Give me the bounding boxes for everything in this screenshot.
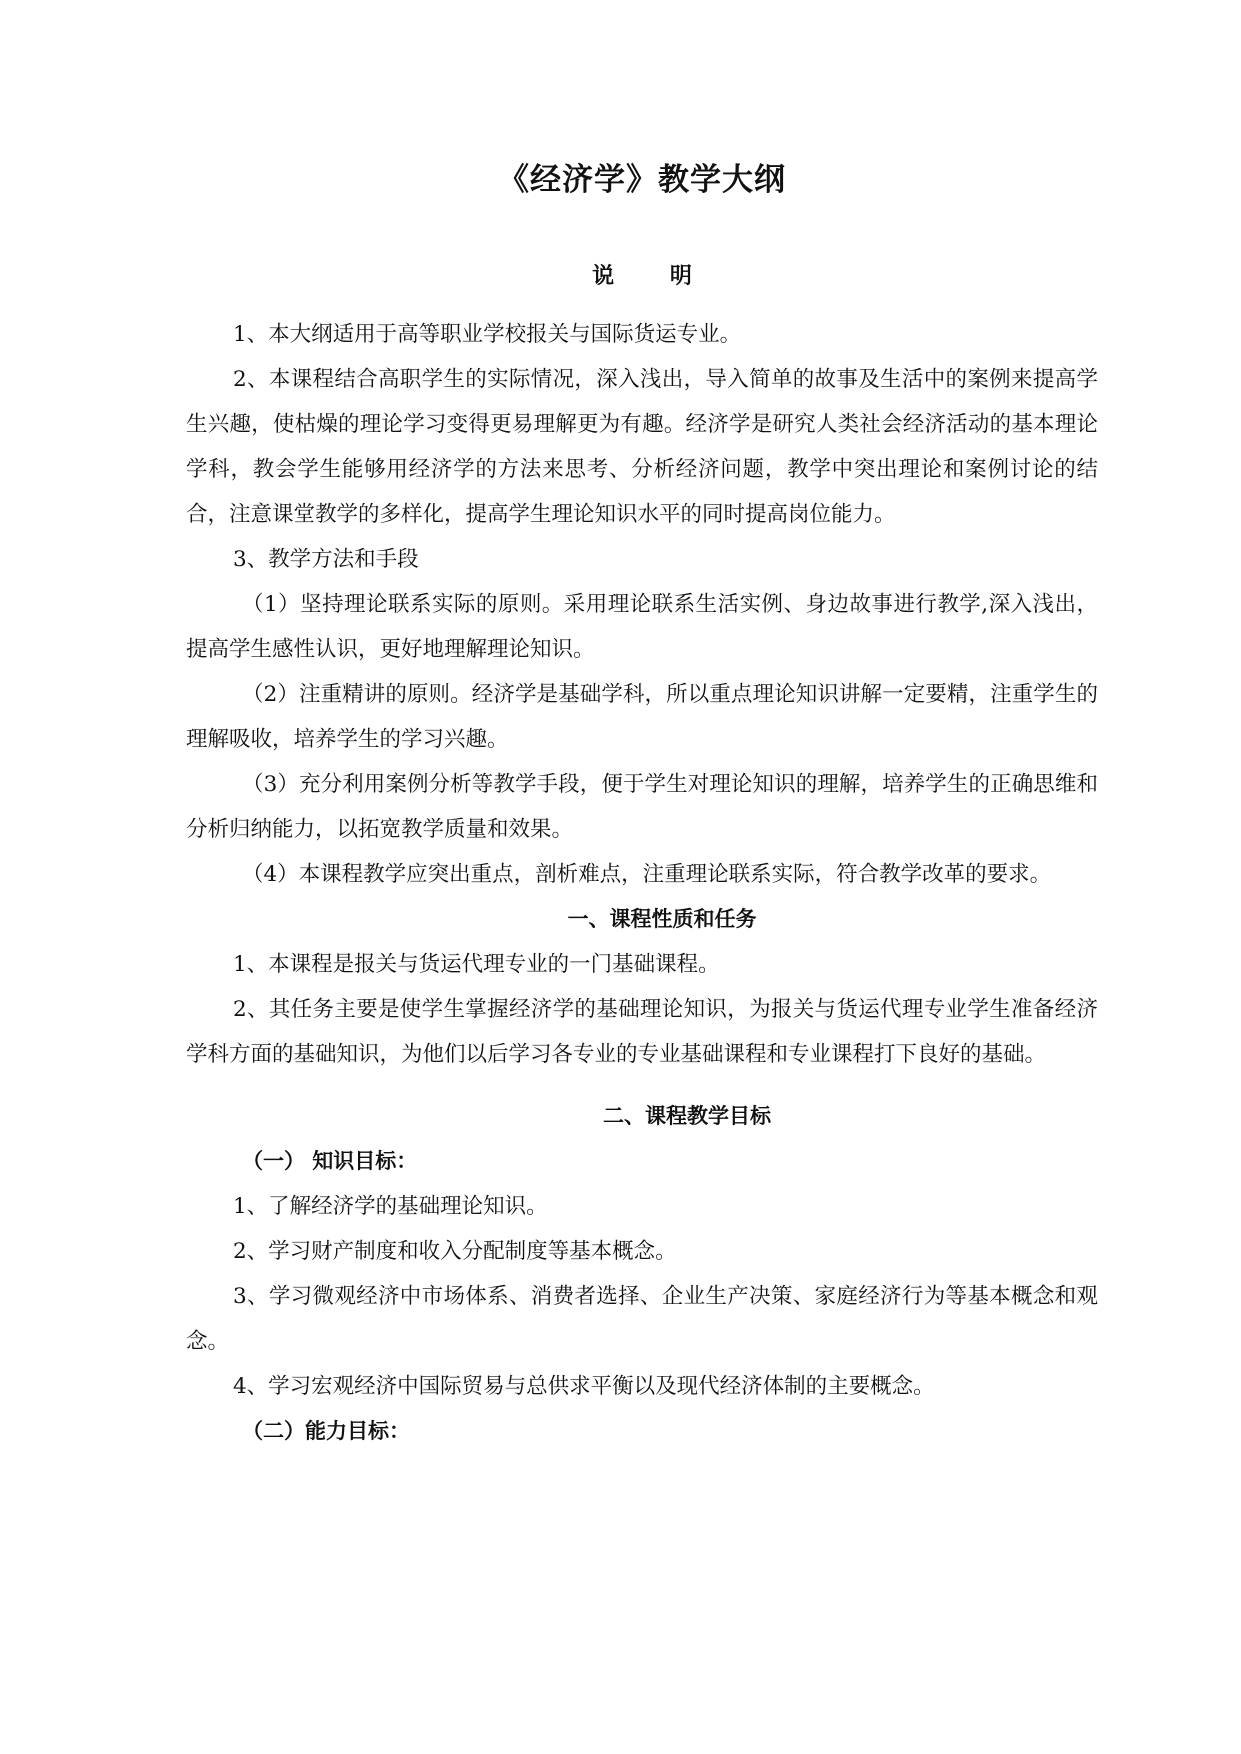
knowledge-goal-1: 1、了解经济学的基础理论知识。: [233, 1194, 548, 1219]
section-title-explanation: 说 明: [592, 264, 716, 289]
method-item-2: （2）注重精讲的原则。经济学是基础学科，所以重点理论知识讲解一定要精，注重学生的理解吸收，培养学生的学习兴趣。: [186, 682, 1098, 752]
knowledge-goal-4: 4、学习宏观经济中国际贸易与总供求平衡以及现代经济体制的主要概念。: [233, 1374, 935, 1399]
intro-paragraph-1: 1、本大纲适用于高等职业学校报关与国际货运专业。: [233, 322, 742, 347]
course-nature-paragraph-1: 1、本课程是报关与货运代理专业的一门基础课程。: [233, 952, 720, 977]
document-title: 《经济学》教学大纲: [498, 162, 786, 198]
knowledge-goal-3: 3、学习微观经济中市场体系、消费者选择、企业生产决策、家庭经济行为等基本概念和观念。: [186, 1284, 1098, 1354]
document-body: [186, 312, 1098, 1454]
document-page: [186, 0, 1098, 1754]
intro-paragraph-3: 3、教学方法和手段: [233, 547, 419, 572]
subheading-knowledge-goals: （一） 知识目标：: [242, 1149, 418, 1173]
method-item-1: （1）坚持理论联系实际的原则。采用理论联系生活实例、身边故事进行教学,深入浅出，提高学生感性认识，更好地理解理论知识。: [186, 592, 1098, 662]
method-item-3: （3）充分利用案例分析等教学手段，便于学生对理论知识的理解，培养学生的正确思维和分析归纳能力，以拓宽教学质量和效果。: [186, 772, 1098, 842]
knowledge-goal-2: 2、学习财产制度和收入分配制度等基本概念。: [233, 1239, 677, 1264]
course-nature-paragraph-2: 2、其任务主要是使学生掌握经济学的基础理论知识，为报关与货运代理专业学生准备经济学科方面的基础知识，为他们以后学习各专业的专业基础课程和专业课程打下良好的基础。: [186, 997, 1098, 1067]
section-heading-course-nature: 一、课程性质和任务: [567, 907, 757, 931]
subheading-ability-goals: （二）能力目标：: [242, 1419, 410, 1443]
section-heading-teaching-goals: 二、课程教学目标: [603, 1104, 771, 1128]
intro-paragraph-2: 2、本课程结合高职学生的实际情况，深入浅出，导入简单的故事及生活中的案例来提高学生兴趣，使枯燥的理论学习变得更易理解更为有趣。经济学是研究人类社会经济活动的基本理论学科，教会学生能够用经济学的方法来思考、分析经济问题，教学中突出理论和案例讨论的结合，注意课堂教学的多样化，提高学生理论知识水平的同时提高岗位能力。: [186, 367, 1098, 527]
method-item-4: （4）本课程教学应突出重点，剖析难点，注重理论联系实际，符合教学改革的要求。: [242, 862, 1052, 887]
